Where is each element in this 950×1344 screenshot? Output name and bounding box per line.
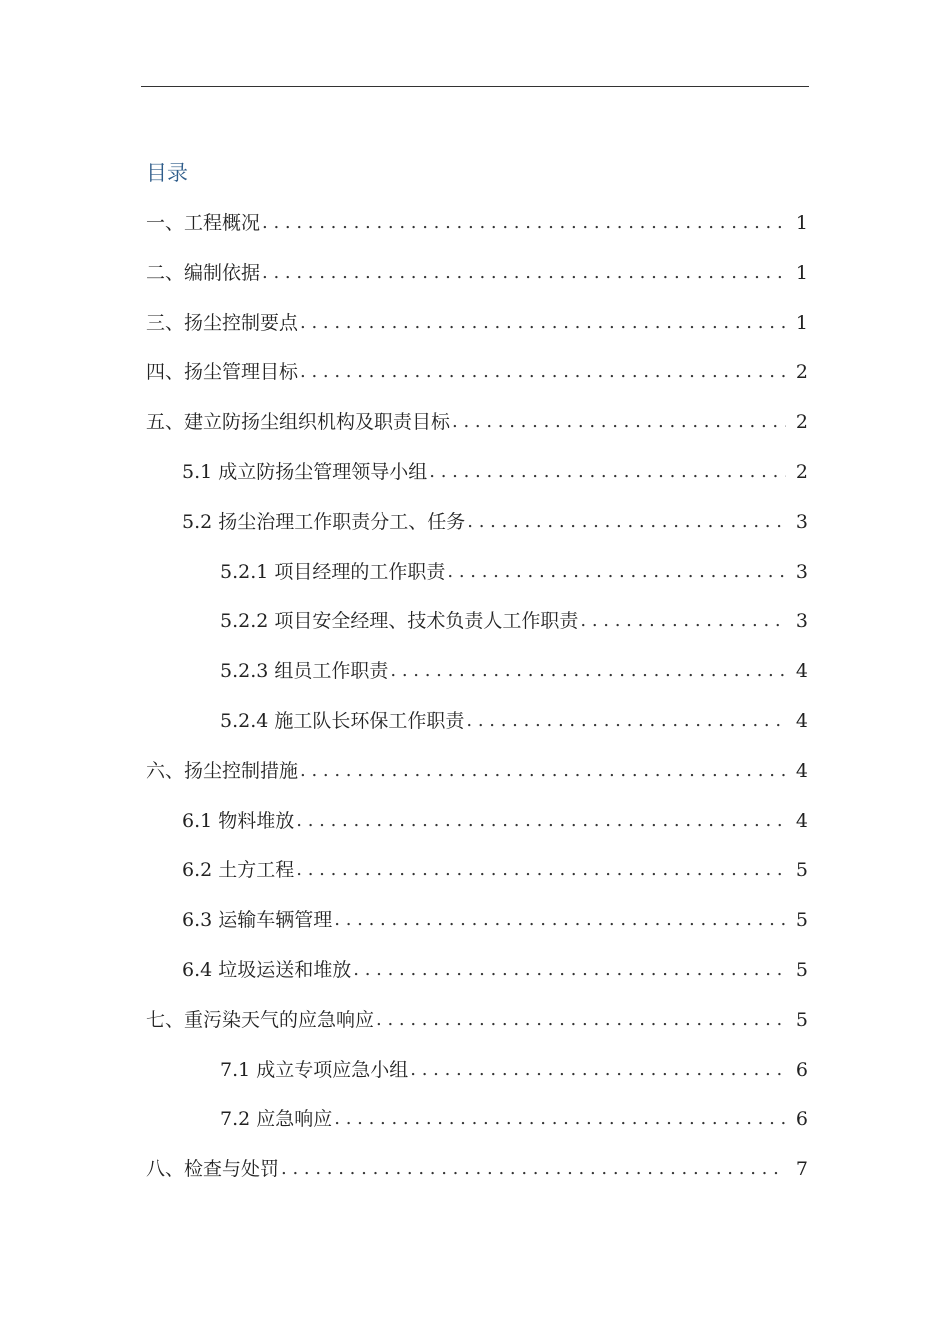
toc-page-number: 2 <box>795 411 808 434</box>
toc-entry-text: 5.2 扬尘治理工作职责分工、任务 <box>182 510 466 533</box>
toc-entry-text: 五、建立防扬尘组织机构及职责目标 <box>146 411 451 434</box>
toc-entry-text: 5.1 成立防扬尘管理领导小组 <box>182 460 428 483</box>
dot-leader <box>464 707 786 735</box>
toc-entry[interactable] <box>0 1105 950 1155</box>
dot-leader <box>445 558 786 586</box>
toc-entry-text: 二、编制依据 <box>146 261 261 284</box>
toc-entry-text: 6.2 土方工程 <box>182 859 295 882</box>
toc-entry[interactable] <box>0 1006 950 1056</box>
toc-entry-text: 三、扬尘控制要点 <box>146 311 299 334</box>
dot-leader <box>260 259 786 287</box>
dot-leader <box>450 408 786 436</box>
header-rule <box>141 86 809 87</box>
dot-leader <box>351 956 786 984</box>
toc-entry[interactable] <box>0 906 950 956</box>
toc-page-number: 6 <box>795 1108 808 1131</box>
toc-page-number: 2 <box>795 361 808 384</box>
toc-entry-text: 八、检查与处罚 <box>146 1158 280 1181</box>
dot-leader <box>298 358 786 386</box>
toc-entry-text: 6.3 运输车辆管理 <box>182 909 333 932</box>
toc-entry[interactable] <box>0 707 950 757</box>
toc-entry-text: 6.4 垃圾运送和堆放 <box>182 958 352 981</box>
toc-page-number: 1 <box>795 261 808 284</box>
dot-leader <box>465 508 786 536</box>
dot-leader <box>427 458 786 486</box>
toc-page-number: 4 <box>795 660 808 683</box>
toc-entry[interactable] <box>0 309 950 359</box>
dot-leader <box>298 309 786 337</box>
dot-leader <box>578 607 786 635</box>
dot-leader <box>294 807 786 835</box>
toc-page-number: 5 <box>795 859 808 882</box>
toc-page-number: 5 <box>795 1008 808 1031</box>
dot-leader <box>332 1105 786 1133</box>
toc-entry[interactable] <box>0 558 950 608</box>
toc-entry-text: 7.2 应急响应 <box>220 1108 333 1131</box>
toc-page-number: 3 <box>795 560 808 583</box>
toc-title: 目录 <box>146 161 188 185</box>
dot-leader <box>260 209 786 237</box>
dot-leader <box>279 1155 786 1183</box>
table-of-contents <box>0 209 950 1205</box>
dot-leader <box>332 906 786 934</box>
toc-entry[interactable] <box>0 508 950 558</box>
toc-page-number: 1 <box>795 311 808 334</box>
toc-page-number: 2 <box>795 460 808 483</box>
toc-entry-text: 六、扬尘控制措施 <box>146 759 299 782</box>
toc-entry[interactable] <box>0 1155 950 1205</box>
toc-entry[interactable] <box>0 358 950 408</box>
toc-entry[interactable] <box>0 458 950 508</box>
toc-entry-text: 一、工程概况 <box>146 212 261 234</box>
toc-entry[interactable] <box>0 807 950 857</box>
toc-entry[interactable] <box>0 856 950 906</box>
toc-page-number: 5 <box>795 958 808 981</box>
toc-page-number: 5 <box>795 909 808 932</box>
toc-entry-text: 7.1 成立专项应急小组 <box>220 1058 409 1081</box>
toc-entry[interactable] <box>0 209 950 259</box>
toc-entry-text: 5.2.4 施工队长环保工作职责 <box>220 709 465 732</box>
toc-entry-text: 四、扬尘管理目标 <box>146 361 299 384</box>
toc-entry[interactable] <box>0 607 950 657</box>
toc-entry[interactable] <box>0 1056 950 1106</box>
toc-entry-text: 5.2.1 项目经理的工作职责 <box>220 560 446 583</box>
toc-entry[interactable] <box>0 657 950 707</box>
toc-page-number: 4 <box>795 809 808 832</box>
toc-entry[interactable] <box>0 757 950 807</box>
toc-entry-text: 6.1 物料堆放 <box>182 809 295 832</box>
toc-entry[interactable] <box>0 259 950 309</box>
toc-page-number: 1 <box>795 212 808 234</box>
dot-leader <box>294 856 786 884</box>
toc-entry[interactable] <box>0 408 950 458</box>
toc-page-number: 7 <box>795 1158 808 1181</box>
dot-leader <box>388 657 786 685</box>
toc-page-number: 4 <box>795 709 808 732</box>
toc-page-number: 6 <box>795 1058 808 1081</box>
dot-leader <box>408 1056 786 1084</box>
dot-leader <box>374 1006 786 1034</box>
toc-page-number: 4 <box>795 759 808 782</box>
toc-page-number: 3 <box>795 610 808 633</box>
dot-leader <box>298 757 786 785</box>
toc-entry-text: 5.2.2 项目安全经理、技术负责人工作职责 <box>220 610 579 633</box>
toc-entry-text: 七、重污染天气的应急响应 <box>146 1008 375 1031</box>
toc-page-number: 3 <box>795 510 808 533</box>
toc-entry-text: 5.2.3 组员工作职责 <box>220 660 389 683</box>
toc-entry[interactable] <box>0 956 950 1006</box>
